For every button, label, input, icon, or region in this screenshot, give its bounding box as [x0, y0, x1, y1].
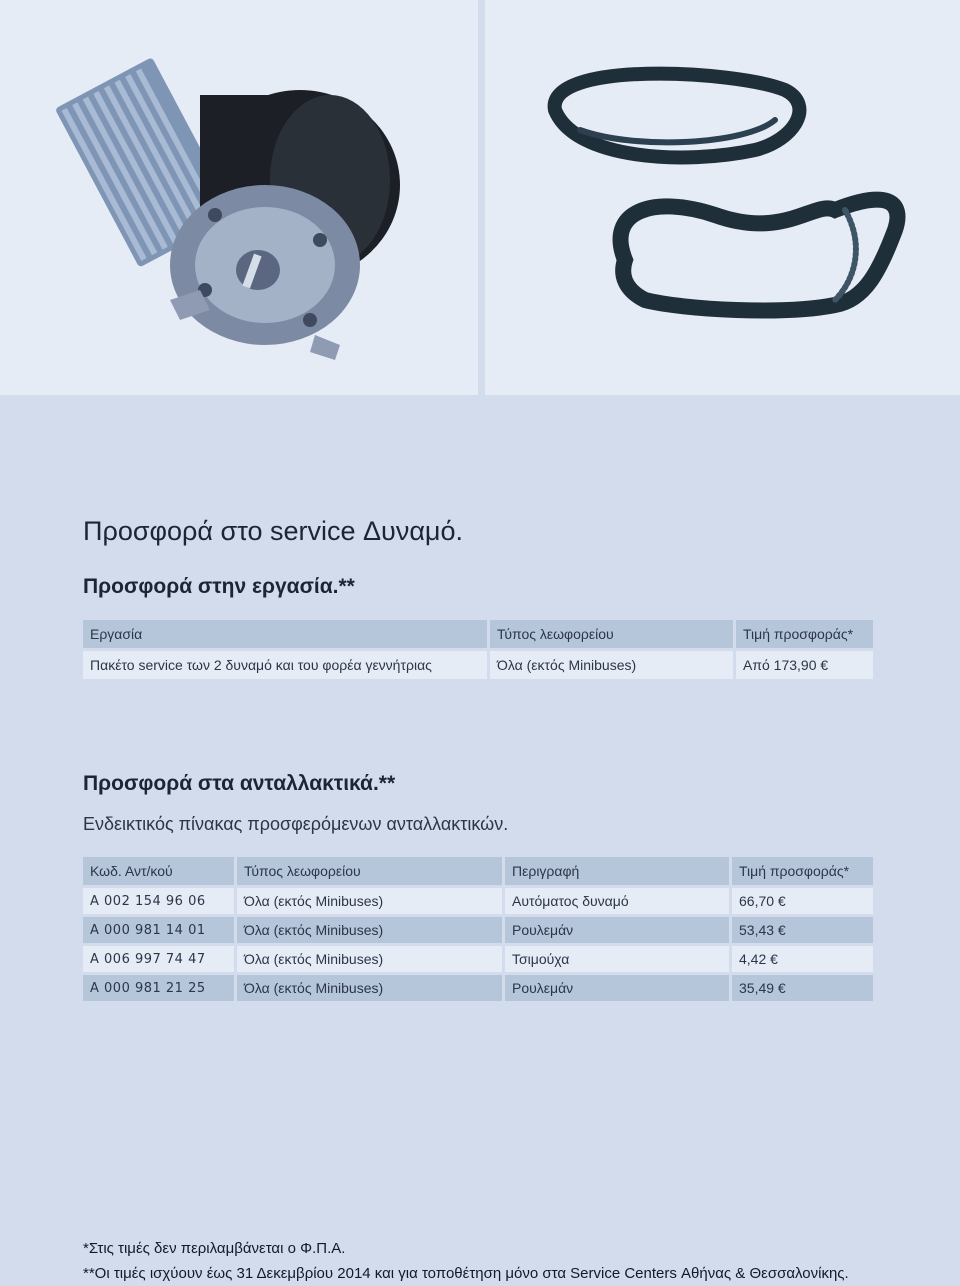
- header-description: Περιγραφή: [505, 857, 732, 888]
- cell-part-code: A 002 154 96 06: [83, 888, 237, 917]
- table-row: [83, 651, 873, 682]
- labor-offer-title: Προσφορά στην εργασία.**: [83, 575, 355, 598]
- table-row: [83, 946, 873, 975]
- cell-bus-type: Όλα (εκτός Minibuses): [237, 917, 505, 946]
- belt-photo-panel: [485, 0, 960, 395]
- belt-photo: [485, 0, 960, 395]
- header-offer-price: Τιμή προσφοράς*: [736, 620, 873, 651]
- cell-part-code: A 000 981 21 25: [83, 975, 237, 1004]
- cell-bus-type: Όλα (εκτός Minibuses): [237, 946, 505, 975]
- table-row: [83, 917, 873, 946]
- header-part-code: Κωδ. Αντ/κού: [83, 857, 237, 888]
- table-row: [83, 975, 873, 1004]
- cell-description: Αυτόματος δυναμό: [505, 888, 732, 917]
- cell-part-code: A 000 981 14 01: [83, 917, 237, 946]
- cell-price: Από 173,90 €: [736, 651, 873, 682]
- footnotes: [83, 1236, 849, 1286]
- alternator-photo: [0, 0, 478, 395]
- table-row: [83, 888, 873, 917]
- cell-price: 35,49 €: [732, 975, 873, 1004]
- cell-bus-type: Όλα (εκτός Minibuses): [490, 651, 736, 682]
- header-work: Εργασία: [83, 620, 490, 651]
- cell-description: Ρουλεμάν: [505, 975, 732, 1004]
- header-bus-type: Τύπος λεωφορείου: [490, 620, 736, 651]
- cell-bus-type: Όλα (εκτός Minibuses): [237, 975, 505, 1004]
- cell-price: 53,43 €: [732, 917, 873, 946]
- labor-table-header: [83, 620, 873, 651]
- cell-work: Πακέτο service των 2 δυναμό και του φορέα γεννήτριας: [83, 651, 490, 682]
- header-offer-price: Τιμή προσφοράς*: [732, 857, 873, 888]
- parts-offer-title: Προσφορά στα ανταλλακτικά.**: [83, 772, 396, 795]
- parts-subtitle: Ενδεικτικός πίνακας προσφερόμενων ανταλλακτικών.: [83, 814, 509, 834]
- labor-table: [83, 620, 873, 682]
- cell-description: Τσιμούχα: [505, 946, 732, 975]
- parts-table: [83, 857, 873, 1004]
- cell-price: 4,42 €: [732, 946, 873, 975]
- footnote-vat: *Στις τιμές δεν περιλαμβάνεται ο Φ.Π.Α.: [83, 1240, 346, 1257]
- page-title: Προσφορά στο service Δυναμό.: [83, 516, 464, 546]
- parts-table-header: [83, 857, 873, 888]
- cell-price: 66,70 €: [732, 888, 873, 917]
- header-bus-type: Τύπος λεωφορείου: [237, 857, 505, 888]
- footnote-validity: **Οι τιμές ισχύουν έως 31 Δεκεμβρίου 2014 και για τοποθέτηση μόνο στα Service Centers Αθήνας & Θεσσαλονίκης.: [83, 1265, 849, 1282]
- alternator-photo-panel: [0, 0, 478, 395]
- cell-bus-type: Όλα (εκτός Minibuses): [237, 888, 505, 917]
- cell-description: Ρουλεμάν: [505, 917, 732, 946]
- cell-part-code: A 006 997 74 47: [83, 946, 237, 975]
